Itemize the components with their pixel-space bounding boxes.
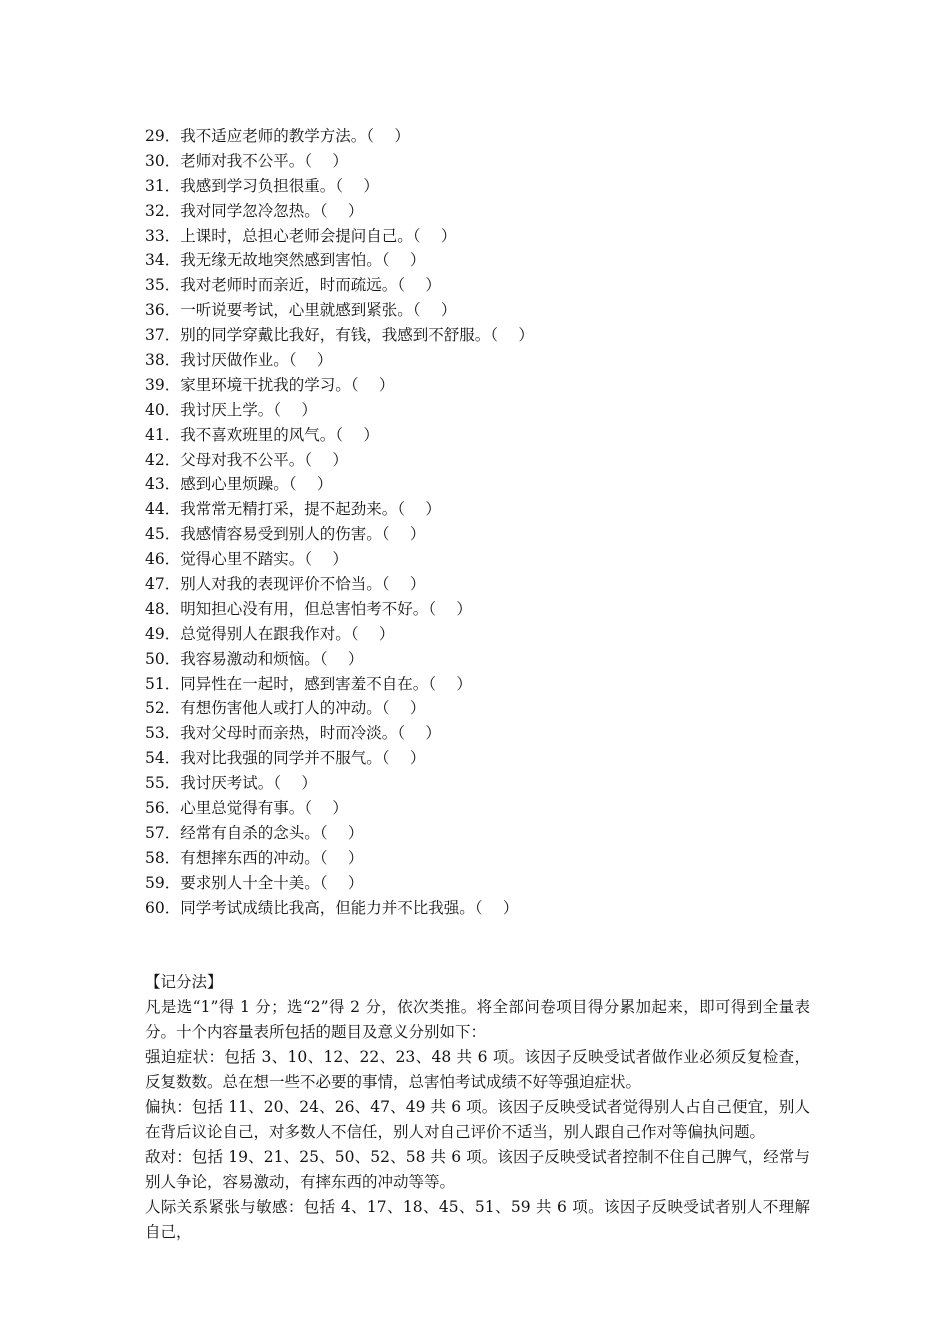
question-number: 40． bbox=[145, 400, 181, 419]
question-number: 29． bbox=[145, 127, 181, 145]
question-number: 31． bbox=[145, 176, 181, 195]
question-number: 50． bbox=[145, 649, 181, 668]
question-item bbox=[145, 323, 534, 348]
question-text: 我讨厌考试。（ ） bbox=[180, 774, 317, 793]
question-text: 家里环境干扰我的学习。（ ） bbox=[180, 375, 395, 394]
question-item bbox=[145, 672, 534, 697]
question-text: 经常有自杀的念头。（ ） bbox=[180, 823, 364, 842]
question-item bbox=[145, 771, 534, 796]
scoring-section bbox=[145, 970, 810, 1245]
question-number: 56． bbox=[145, 799, 181, 818]
question-list bbox=[145, 124, 534, 921]
question-item bbox=[145, 348, 534, 373]
question-text: 有想伤害他人或打人的冲动。（ ） bbox=[180, 699, 426, 718]
question-text: 我讨厌上学。（ ） bbox=[180, 400, 317, 419]
question-item bbox=[145, 448, 534, 473]
question-text: 感到心里烦躁。（ ） bbox=[180, 475, 333, 494]
scoring-intro: 凡是选“1”得 1 分；选“2”得 2 分，依次类推。将全部问卷项目得分累加起来，即可得到全量表分。十个内容量表所包括的题目及意义分别如下： bbox=[145, 998, 810, 1041]
question-text: 明知担心没有用，但总害怕考不好。（ ） bbox=[180, 599, 472, 618]
question-number: 30． bbox=[145, 151, 181, 170]
question-number: 48． bbox=[145, 599, 181, 618]
question-text: 心里总觉得有事。（ ） bbox=[180, 799, 348, 818]
question-number: 49． bbox=[145, 624, 181, 643]
question-item bbox=[145, 248, 534, 273]
question-item bbox=[145, 423, 534, 448]
question-text: 我对同学忽冷忽热。（ ） bbox=[180, 201, 364, 220]
question-item bbox=[145, 273, 534, 298]
question-text: 别人对我的表现评价不恰当。（ ） bbox=[180, 575, 426, 594]
question-number: 41． bbox=[145, 425, 181, 444]
question-text: 一听说要考试，心里就感到紧张。（ ） bbox=[180, 301, 457, 320]
question-text: 要求别人十全十美。（ ） bbox=[180, 873, 364, 892]
question-number: 36． bbox=[145, 301, 181, 320]
question-number: 34． bbox=[145, 251, 181, 270]
question-text: 老师对我不公平。（ ） bbox=[180, 151, 348, 170]
question-text: 我感到学习负担很重。（ ） bbox=[180, 176, 379, 195]
question-item bbox=[145, 746, 534, 771]
question-text: 我对比我强的同学并不服气。（ ） bbox=[180, 749, 426, 768]
question-text: 别的同学穿戴比我好，有钱，我感到不舒服。（ ） bbox=[180, 326, 534, 345]
question-text: 我感情容易受到别人的伤害。（ ） bbox=[180, 525, 426, 544]
question-number: 47． bbox=[145, 575, 181, 594]
question-number: 59． bbox=[145, 873, 181, 892]
question-text: 觉得心里不踏实。（ ） bbox=[180, 550, 348, 569]
question-text: 有想摔东西的冲动。（ ） bbox=[180, 848, 364, 867]
question-text: 我不喜欢班里的风气。（ ） bbox=[180, 425, 379, 444]
factor-compulsion: 强迫症状：包括 3、10、12、22、23、48 共 6 项。该因子反映受试者做作业必须反复检查，反复数数。总在想一些不必要的事情，总害怕考试成绩不好等强迫症状。 bbox=[145, 1048, 810, 1091]
question-item bbox=[145, 174, 534, 199]
question-number: 38． bbox=[145, 351, 181, 370]
question-text: 我不适应老师的教学方法。（ ） bbox=[180, 127, 410, 145]
question-item bbox=[145, 821, 534, 846]
question-text: 同学考试成绩比我高，但能力并不比我强。（ ） bbox=[180, 898, 519, 917]
question-number: 55． bbox=[145, 774, 181, 793]
question-text: 我无缘无故地突然感到害怕。（ ） bbox=[180, 251, 426, 270]
question-number: 52． bbox=[145, 699, 181, 718]
question-number: 44． bbox=[145, 500, 181, 519]
question-text: 我对老师时而亲近，时而疏远。（ ） bbox=[180, 276, 441, 295]
question-text: 我对父母时而亲热，时而冷淡。（ ） bbox=[180, 724, 441, 743]
question-item bbox=[145, 298, 534, 323]
question-number: 60． bbox=[145, 898, 181, 917]
factor-interpersonal: 人际关系紧张与敏感：包括 4、17、18、45、51、59 共 6 项。该因子反映受试者别人不理解自己， bbox=[145, 1198, 810, 1241]
question-number: 43． bbox=[145, 475, 181, 494]
question-item bbox=[145, 622, 534, 647]
question-item bbox=[145, 497, 534, 522]
question-number: 54． bbox=[145, 749, 181, 768]
question-item bbox=[145, 597, 534, 622]
question-item bbox=[145, 547, 534, 572]
question-item bbox=[145, 149, 534, 174]
question-number: 42． bbox=[145, 450, 181, 469]
question-item bbox=[145, 199, 534, 224]
question-number: 46． bbox=[145, 550, 181, 569]
question-number: 35． bbox=[145, 276, 181, 295]
question-text: 父母对我不公平。（ ） bbox=[180, 450, 348, 469]
question-item bbox=[145, 572, 534, 597]
question-item bbox=[145, 896, 534, 921]
question-text: 我容易激动和烦恼。（ ） bbox=[180, 649, 364, 668]
question-number: 45． bbox=[145, 525, 181, 544]
question-number: 53． bbox=[145, 724, 181, 743]
factor-paranoia: 偏执：包括 11、20、24、26、47、49 共 6 项。该因子反映受试者觉得别人占自己便宜，别人在背后议论自己，对多数人不信任，别人对自己评价不适当，别人跟自己作对等偏执问题。 bbox=[145, 1098, 810, 1141]
factor-hostility: 敌对：包括 19、21、25、50、52、58 共 6 项。该因子反映受试者控制不住自己脾气，经常与别人争论，容易激动，有摔东西的冲动等等。 bbox=[145, 1148, 810, 1191]
question-item bbox=[145, 696, 534, 721]
question-item bbox=[145, 647, 534, 672]
question-number: 58． bbox=[145, 848, 181, 867]
question-item bbox=[145, 398, 534, 423]
question-item bbox=[145, 472, 534, 497]
question-text: 我常常无精打采，提不起劲来。（ ） bbox=[180, 500, 441, 519]
scoring-heading: 【记分法】 bbox=[145, 973, 223, 991]
question-number: 51． bbox=[145, 674, 181, 693]
question-item bbox=[145, 796, 534, 821]
question-item bbox=[145, 224, 534, 249]
question-item bbox=[145, 124, 534, 149]
question-item bbox=[145, 522, 534, 547]
question-number: 37． bbox=[145, 326, 181, 345]
question-number: 57． bbox=[145, 823, 181, 842]
question-number: 32． bbox=[145, 201, 181, 220]
question-text: 我讨厌做作业。（ ） bbox=[180, 351, 333, 370]
question-item bbox=[145, 373, 534, 398]
question-text: 上课时，总担心老师会提问自己。（ ） bbox=[180, 226, 457, 245]
question-item bbox=[145, 846, 534, 871]
question-number: 39． bbox=[145, 375, 181, 394]
question-item bbox=[145, 721, 534, 746]
question-number: 33． bbox=[145, 226, 181, 245]
question-item bbox=[145, 871, 534, 896]
question-text: 总觉得别人在跟我作对。（ ） bbox=[180, 624, 395, 643]
question-text: 同异性在一起时，感到害羞不自在。（ ） bbox=[180, 674, 472, 693]
